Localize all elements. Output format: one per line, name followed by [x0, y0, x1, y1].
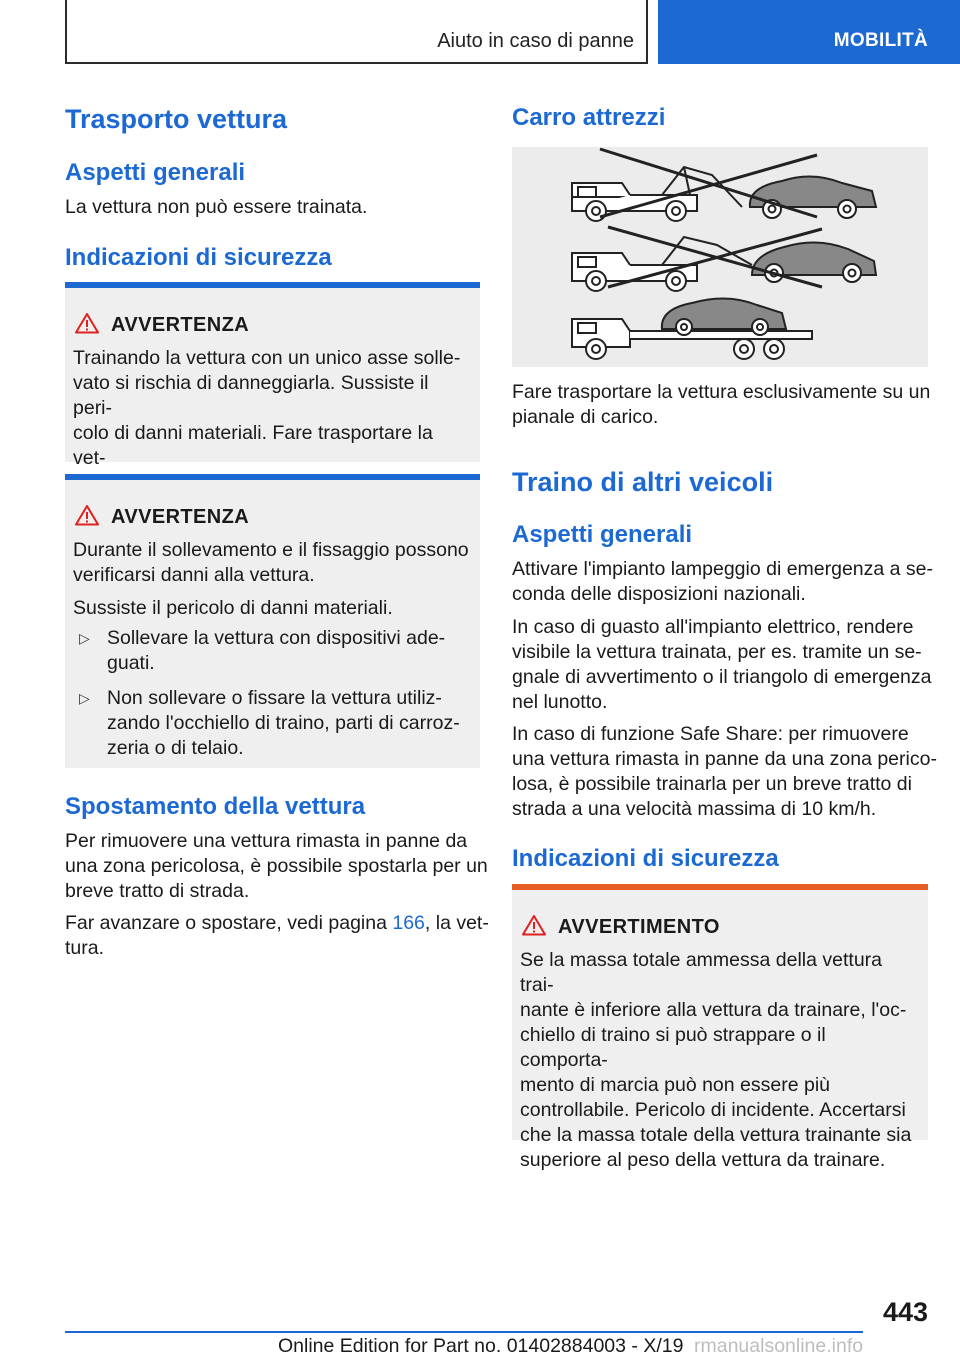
chapter-tab-label: MOBILITÀ: [833, 30, 928, 51]
text-line: breve tratto di strada.: [65, 880, 250, 902]
text-line: mento di marcia può non essere più: [520, 1074, 831, 1096]
warning-triangle-icon: [522, 914, 546, 936]
move-reference: [65, 911, 489, 961]
towing-illustration-svg: [512, 147, 928, 367]
text-line: superiore al peso della vettura da trainare.: [520, 1149, 886, 1171]
safety-heading: Indicazioni di sicurezza: [512, 845, 779, 872]
text-line: Attivare l'impianto lampeggio di emergenza a se-: [512, 558, 934, 580]
text-line: una vettura rimasta in panne da una zona perico-: [512, 748, 937, 770]
warning-text: Sussiste il pericolo di danni materiali.: [73, 597, 393, 619]
general-heading: Aspetti generali: [512, 521, 693, 548]
paragraph: [512, 615, 932, 715]
watermark: rmanualsonline.info: [694, 1335, 864, 1357]
text-line: Sollevare la vettura con dispositivi ade-: [107, 627, 446, 649]
text-line: verificarsi danni alla vettura.: [73, 564, 315, 586]
bullet-item: [107, 626, 445, 676]
tow-heading: Carro attrezzi: [512, 104, 666, 131]
page-number: 443: [882, 1297, 928, 1327]
figure-caption: [512, 380, 930, 430]
text-span: Far avanzare o spostare, vedi pagina: [65, 912, 393, 934]
text-line: Trainando la vettura con un unico asse solle-: [73, 347, 461, 369]
text-line: [65, 911, 489, 936]
text-line: Fare trasportare la vettura esclusivamente su un: [512, 381, 931, 403]
text-line: gnale di avvertimento o il triangolo di emergenza: [512, 666, 932, 688]
chapter-tab[interactable]: [658, 0, 960, 64]
text-line: Per rimuovere una vettura rimasta in panne da: [65, 830, 468, 852]
edition-text: Online Edition for Part no. 01402884003 - X/19: [278, 1335, 684, 1357]
bullet-item: [107, 686, 460, 761]
text-line: tura.: [65, 937, 105, 959]
text-line: una zona pericolosa, è possibile spostarla per un: [65, 855, 488, 877]
safety-heading: Indicazioni di sicurezza: [65, 244, 332, 271]
text-line: Durante il sollevamento e il fissaggio possono: [73, 539, 469, 561]
text-line: colo di danni materiali. Fare trasportare la vet-: [73, 422, 433, 469]
text-line: In caso di funzione Safe Share: per rimuovere: [512, 723, 909, 745]
warning-box-3: [512, 884, 928, 1171]
page-title: Trasporto vettura: [65, 104, 288, 134]
text-line: losa, è possibile trainarla per un breve tratto di: [512, 773, 912, 795]
text-line: Non sollevare o fissare la vettura utiliz-: [107, 687, 442, 709]
text-line: Se la massa totale ammessa della vettura trai-: [520, 949, 883, 996]
footer-divider: [65, 1331, 863, 1333]
warning-label: AVVERTENZA: [111, 506, 250, 528]
warning-triangle-icon: [75, 504, 99, 526]
text-line: pianale di carico.: [512, 406, 659, 428]
text-line: vato si rischia di danneggiarla. Sussiste il peri-: [73, 372, 429, 419]
text-span: , la vet-: [424, 912, 489, 934]
text-line: nel lunotto.: [512, 691, 608, 713]
warning-label: AVVERTIMENTO: [558, 916, 720, 938]
towing-illustration: [512, 147, 928, 367]
text-line: che la massa totale della vettura trainante sia: [520, 1124, 912, 1146]
bullet-icon: ▷: [79, 690, 90, 706]
warning-box-2: [65, 474, 480, 768]
warning-text: [520, 948, 918, 1173]
text-line: controllabile. Pericolo di incidente. Accertarsi: [520, 1099, 906, 1121]
warning-triangle-icon: [75, 312, 99, 334]
text-line: zando l'occhiello di traino, parti di carroz-: [107, 712, 460, 734]
move-text: [65, 829, 488, 904]
bullet-icon: ▷: [79, 630, 90, 646]
header-frame: [65, 0, 648, 64]
text-line: In caso di guasto all'impianto elettrico, rendere: [512, 616, 914, 638]
text-line: visibile la vettura trainata, per es. tramite un se-: [512, 641, 922, 663]
warning-text: [73, 538, 470, 588]
warning-label: AVVERTENZA: [111, 314, 250, 336]
warning-box-1: [65, 282, 480, 469]
move-heading: Spostamento della vettura: [65, 793, 366, 820]
text-line: zeria o di telaio.: [107, 737, 244, 759]
text-line: chiello di traino si può strappare o il comporta-: [520, 1024, 826, 1071]
paragraph: [512, 722, 937, 822]
towing-title: Traino di altri veicoli: [512, 467, 774, 497]
paragraph: [512, 557, 933, 607]
text-line: nante è inferiore alla vettura da trainare, l'oc-: [520, 999, 907, 1021]
text-line: guati.: [107, 652, 155, 674]
page-link[interactable]: 166: [392, 912, 425, 934]
text-line: conda delle disposizioni nazionali.: [512, 583, 806, 605]
general-text: La vettura non può essere trainata.: [65, 196, 368, 218]
text-line: strada a una velocità massima di 10 km/h.: [512, 798, 877, 820]
section-title: Aiuto in caso di panne: [437, 30, 634, 52]
general-heading: Aspetti generali: [65, 159, 246, 186]
